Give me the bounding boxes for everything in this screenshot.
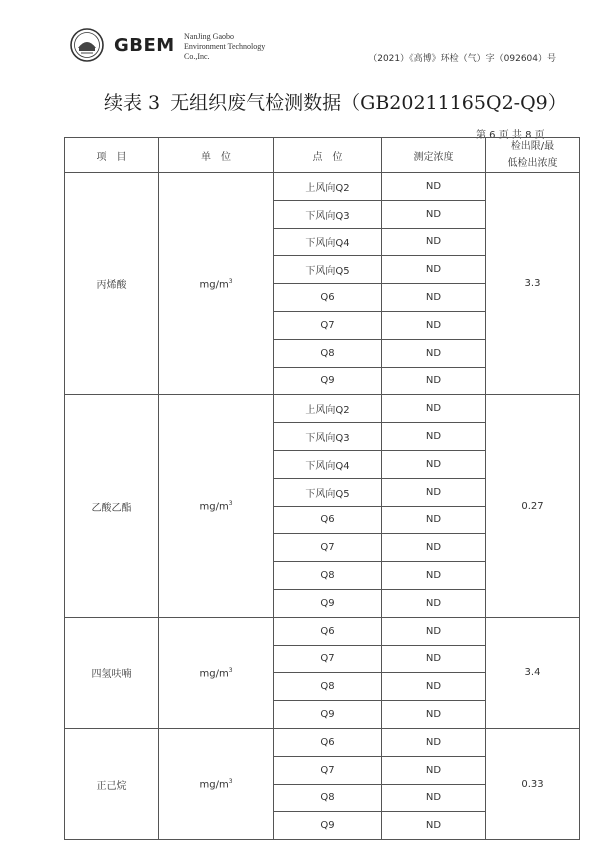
concentration-cell: ND — [382, 311, 486, 339]
concentration-cell: ND — [382, 701, 486, 729]
point-cell: Q6 — [274, 284, 382, 312]
concentration-cell: ND — [382, 506, 486, 534]
point-cell: 下风向Q5 — [274, 478, 382, 506]
table-body — [65, 173, 580, 840]
report-number: （2021）《高博》环检（气）字（092604）号 — [368, 54, 556, 64]
header-unit: 单 位 — [159, 138, 274, 173]
unit-text: mg/m — [199, 779, 229, 791]
detection-limit-cell: 3.3 — [486, 173, 580, 395]
concentration-cell: ND — [382, 284, 486, 312]
point-cell: Q9 — [274, 367, 382, 395]
point-cell: Q8 — [274, 562, 382, 590]
point-cell: Q7 — [274, 534, 382, 562]
header-detection-limit — [486, 138, 580, 173]
point-cell: 上风向Q2 — [274, 173, 382, 201]
point-cell: Q7 — [274, 645, 382, 673]
point-cell: 下风向Q5 — [274, 256, 382, 284]
concentration-cell: ND — [382, 200, 486, 228]
title-part-1: 续表 3 — [104, 92, 161, 114]
logo-wordmark: GBEM — [114, 35, 175, 56]
point-cell: Q7 — [274, 756, 382, 784]
concentration-cell: ND — [382, 617, 486, 645]
detection-limit-cell: 0.27 — [486, 395, 580, 617]
concentration-cell: ND — [382, 784, 486, 812]
concentration-cell: ND — [382, 339, 486, 367]
unit-cell — [159, 395, 274, 617]
point-cell: Q6 — [274, 728, 382, 756]
point-cell: Q8 — [274, 673, 382, 701]
point-cell: Q9 — [274, 812, 382, 840]
detection-limit-cell: 3.4 — [486, 617, 580, 728]
concentration-cell: ND — [382, 645, 486, 673]
header-point: 点 位 — [274, 138, 382, 173]
company-line: Environment Technology — [184, 42, 266, 51]
unit-cell — [159, 173, 274, 395]
unit-cell — [159, 617, 274, 728]
table-row — [65, 617, 580, 645]
concentration-cell: ND — [382, 562, 486, 590]
unit-superscript: 3 — [228, 666, 233, 674]
concentration-cell: ND — [382, 673, 486, 701]
concentration-cell: ND — [382, 812, 486, 840]
concentration-cell: ND — [382, 256, 486, 284]
unit-text: mg/m — [199, 278, 229, 290]
point-cell: Q6 — [274, 617, 382, 645]
header-concentration: 测定浓度 — [382, 138, 486, 173]
concentration-cell: ND — [382, 478, 486, 506]
concentration-cell: ND — [382, 173, 486, 201]
company-line: NanJing Gaobo — [184, 32, 234, 41]
title-part-2: 无组织废气检测数据（GB20211165Q2-Q9） — [170, 92, 567, 114]
item-name-cell: 乙酸乙酯 — [65, 395, 159, 617]
concentration-cell: ND — [382, 450, 486, 478]
unit-superscript: 3 — [228, 777, 233, 785]
item-name-cell: 丙烯酸 — [65, 173, 159, 395]
company-emblem-icon — [70, 28, 104, 62]
point-cell: 上风向Q2 — [274, 395, 382, 423]
concentration-cell: ND — [382, 728, 486, 756]
concentration-cell: ND — [382, 367, 486, 395]
document-title — [104, 88, 567, 115]
unit-text: mg/m — [199, 668, 229, 679]
company-name — [184, 32, 265, 62]
point-cell: 下风向Q4 — [274, 450, 382, 478]
point-cell: Q9 — [274, 589, 382, 617]
point-cell: 下风向Q3 — [274, 423, 382, 451]
header-item: 项 目 — [65, 138, 159, 173]
unit-cell — [159, 728, 274, 839]
concentration-cell: ND — [382, 589, 486, 617]
unit-superscript: 3 — [228, 499, 233, 507]
unit-text: mg/m — [199, 501, 229, 513]
page-indicator: 第 6 页 共 8 页 — [476, 130, 545, 141]
point-cell: Q6 — [274, 506, 382, 534]
table-row — [65, 173, 580, 201]
table-row — [65, 728, 580, 756]
item-name-cell: 四氢呋喃 — [65, 617, 159, 728]
point-cell: 下风向Q4 — [274, 228, 382, 256]
header-detection-limit-line: 检出限/最 — [510, 141, 555, 152]
point-cell: Q8 — [274, 339, 382, 367]
detection-limit-cell: 0.33 — [486, 728, 580, 839]
item-name-cell: 正己烷 — [65, 728, 159, 839]
concentration-cell: ND — [382, 756, 486, 784]
table-header-row — [65, 138, 580, 173]
point-cell: Q8 — [274, 784, 382, 812]
page-header — [0, 0, 616, 80]
header-detection-limit-line: 低检出浓度 — [507, 158, 558, 169]
concentration-cell: ND — [382, 228, 486, 256]
concentration-cell: ND — [382, 423, 486, 451]
concentration-cell: ND — [382, 534, 486, 562]
monitoring-data-table — [64, 137, 580, 840]
unit-superscript: 3 — [228, 277, 233, 285]
point-cell: Q7 — [274, 311, 382, 339]
company-line: Co.,Inc. — [184, 52, 210, 61]
table-row — [65, 395, 580, 423]
concentration-cell: ND — [382, 395, 486, 423]
point-cell: 下风向Q3 — [274, 200, 382, 228]
point-cell: Q9 — [274, 701, 382, 729]
